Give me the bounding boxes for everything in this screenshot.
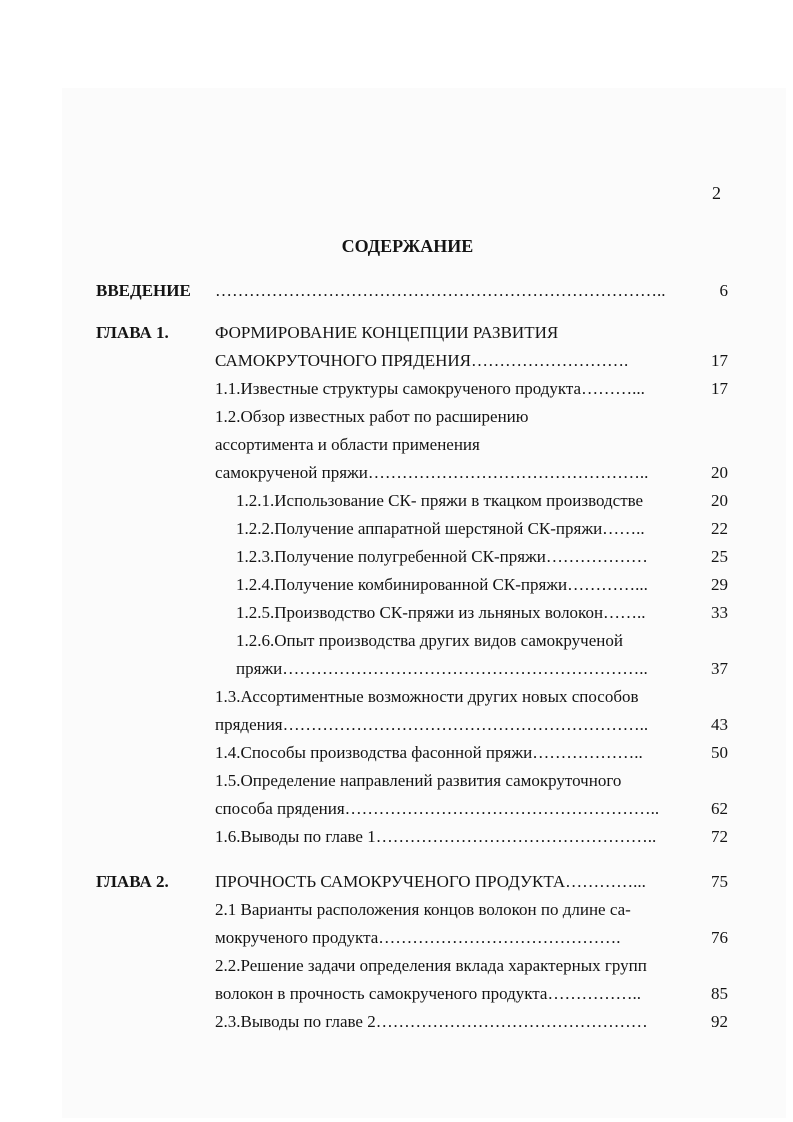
chapter1-title-line2: САМОКРУТОЧНОГО ПРЯДЕНИЯ………………………. — [215, 351, 629, 370]
chapter1-page: 17 — [711, 351, 728, 370]
toc-entry-1-6: 1.6.Выводы по главе 1………………………………………….. — [215, 827, 657, 846]
toc-entry-1-2-6-page: 37 — [711, 659, 728, 678]
toc-entry-2-1-line1: 2.1 Варианты расположения концов волокон по длине са- — [215, 900, 631, 919]
toc-entry-1-2-3: 1.2.3.Получение полугребенной СК-пряжи……………… — [236, 547, 648, 566]
toc-entry-2-1-line2: мокрученого продукта……………………………………. — [215, 928, 621, 947]
toc-entry-1-2-5: 1.2.5.Производство СК-пряжи из льняных волокон…….. — [236, 603, 646, 622]
toc-entry-2-1-page: 76 — [711, 928, 728, 947]
toc-entry-1-2-line1: 1.2.Обзор известных работ по расширению — [215, 407, 529, 426]
toc-entry-1-2-1-page: 20 — [711, 491, 728, 510]
intro-label: ВВЕДЕНИЕ — [96, 281, 191, 300]
chapter1-label: ГЛАВА 1. — [96, 323, 169, 342]
chapter2-label: ГЛАВА 2. — [96, 872, 169, 891]
toc-entry-1-2-4-page: 29 — [711, 575, 728, 594]
toc-entry-2-2-line2: волокон в прочность самокрученого продукта…………….. — [215, 984, 641, 1003]
toc-entry-1-1: 1.1.Известные структуры самокрученого продукта………... — [215, 379, 645, 398]
toc-entry-1-2-2: 1.2.2.Получение аппаратной шерстяной СК-пряжи…….. — [236, 519, 645, 538]
toc-entry-1-1-page: 17 — [711, 379, 728, 398]
toc-entry-1-5-page: 62 — [711, 799, 728, 818]
toc-entry-1-2-page: 20 — [711, 463, 728, 482]
toc-entry-1-3-line1: 1.3.Ассортиментные возможности других новых способов — [215, 687, 639, 706]
toc-entry-1-5-line1: 1.5.Определение направлений развития самокруточного — [215, 771, 622, 790]
toc-title: СОДЕРЖАНИЕ — [341, 236, 474, 256]
chapter2-title: ПРОЧНОСТЬ САМОКРУЧЕНОГО ПРОДУКТА…………... — [215, 872, 646, 891]
toc-entry-1-3-page: 43 — [711, 715, 728, 734]
toc-entry-1-4-page: 50 — [711, 743, 728, 762]
toc-entry-1-2-line3: самокрученой пряжи………………………………………….. — [215, 463, 649, 482]
chapter2-page: 75 — [711, 872, 728, 891]
toc-entry-1-4: 1.4.Способы производства фасонной пряжи……………….. — [215, 743, 643, 762]
toc-entry-1-2-6-line2: пряжи……………………………………………………….. — [236, 659, 648, 678]
toc-entry-2-3-page: 92 — [711, 1012, 728, 1031]
toc-entry-1-2-4: 1.2.4.Получение комбинированной СК-пряжи…………... — [236, 575, 648, 594]
intro-dots: …………………………………………………………………….. — [215, 281, 666, 300]
page-number: 2 — [712, 183, 721, 203]
toc-entry-1-2-6-line1: 1.2.6.Опыт производства других видов самокрученой — [236, 631, 623, 650]
toc-entry-1-6-page: 72 — [711, 827, 728, 846]
chapter1-title-line1: ФОРМИРОВАНИЕ КОНЦЕПЦИИ РАЗВИТИЯ — [215, 323, 559, 342]
toc-entry-1-3-line2: прядения……………………………………………………….. — [215, 715, 649, 734]
toc-entry-2-2-line1: 2.2.Решение задачи определения вклада характерных групп — [215, 956, 647, 975]
toc-entry-1-2-5-page: 33 — [711, 603, 728, 622]
toc-entry-2-2-page: 85 — [711, 984, 728, 1003]
toc-entry-1-5-line2: способа прядения……………………………………………….. — [215, 799, 660, 818]
intro-page: 6 — [719, 281, 728, 300]
toc-entry-1-2-1: 1.2.1.Использование СК- пряжи в ткацком производстве — [236, 491, 644, 510]
toc-entry-1-2-2-page: 22 — [711, 519, 728, 538]
toc-entry-1-2-3-page: 25 — [711, 547, 728, 566]
toc-entry-2-3: 2.3.Выводы по главе 2………………………………………… — [215, 1012, 648, 1031]
toc-entry-1-2-line2: ассортимента и области применения — [215, 435, 480, 454]
